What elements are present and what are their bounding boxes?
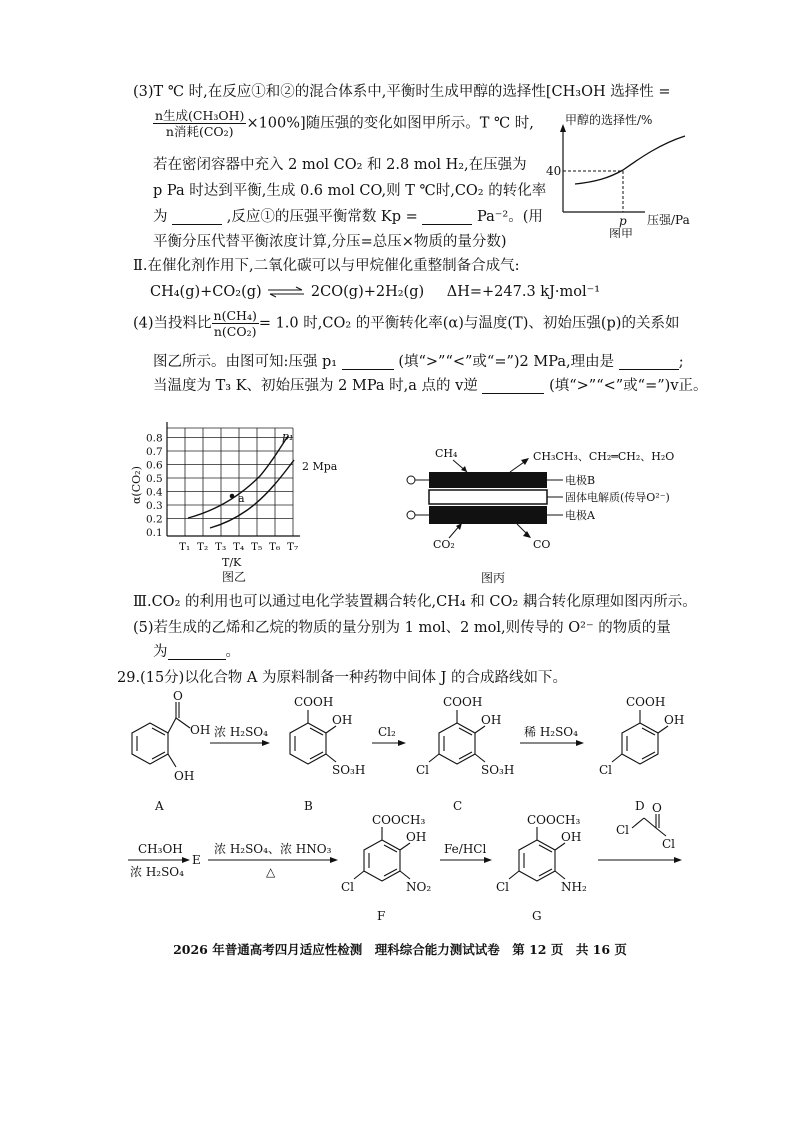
- compound-b-label: B: [304, 799, 313, 813]
- part2-heading: Ⅱ.在催化剂作用下,二氧化碳可以与甲烷催化重整制备合成气:: [133, 258, 520, 274]
- compound-a-label: A: [155, 799, 164, 813]
- arrow-1-head: [262, 740, 270, 746]
- q3-line5-c: Pa⁻²。(用: [477, 209, 543, 225]
- figure-bing: [405, 444, 690, 584]
- synthesis-scheme: [110, 688, 710, 923]
- equation-left: CH₄(g)+CO₂(g): [150, 284, 262, 300]
- q3-line3: 若在密闭容器中充入 2 mol CO₂ 和 2.8 mol H₂,在压强为: [153, 157, 527, 173]
- part2-equation: [150, 282, 600, 302]
- compound-b-cooh: COOH: [294, 695, 334, 709]
- fig-yi-x-tick-label: T₄: [233, 541, 245, 553]
- compound-d-structure: [612, 710, 668, 764]
- arrow-5-head: [330, 857, 338, 863]
- q4-line2-c: ;: [678, 354, 684, 370]
- fig-yi-y-tick-label: 0.4: [146, 486, 163, 499]
- fig-yi-y-tick-label: 0.6: [146, 459, 163, 472]
- compound-g-label: G: [532, 909, 542, 923]
- fig-bing-label-mid: 固体电解质(传导O²⁻): [565, 491, 670, 504]
- fig-yi-x-tick-label: T₆: [269, 541, 281, 553]
- fig-yi-point-a: [230, 494, 235, 499]
- fig-yi-x-tick-label: T₅: [251, 541, 263, 553]
- reagent-7-cl-2: Cl: [662, 837, 676, 851]
- compound-f-no2: NO₂: [406, 880, 432, 894]
- compound-d-label: D: [635, 799, 645, 813]
- reagent-5-bottom: △: [266, 865, 276, 879]
- fig-yi-y-tick-label: 0.3: [146, 500, 163, 512]
- arrow-7-head: [674, 857, 682, 863]
- fig-yi-y-tick-label: 0.8: [146, 432, 163, 445]
- fig-bing-top-left: CH₄: [435, 447, 458, 460]
- fig-yi-xlabel: T/K: [222, 556, 242, 569]
- fig-bing-caption: 图丙: [481, 571, 506, 584]
- fig-bing-label-a: 电极A: [565, 509, 595, 522]
- fig-yi-y-tick-label: 0.7: [146, 446, 163, 458]
- fig-yi-x-tick-labels: [179, 541, 298, 553]
- fraction-denominator: n消耗(CO₂): [165, 124, 234, 139]
- compound-d-oh: OH: [664, 713, 685, 727]
- fig-bing-label-b: 电极B: [565, 474, 596, 487]
- figure-jia: [545, 108, 705, 238]
- compound-b-structure: [290, 710, 336, 764]
- answer-blank[interactable]: [422, 210, 472, 225]
- q4-line3: [153, 376, 708, 396]
- fig-yi-series-2mpa-label: 2 Mpa: [302, 460, 338, 473]
- fraction-numerator: n生成(CH₃OH): [155, 108, 245, 123]
- compound-g-structure: [509, 827, 565, 881]
- compound-a-oh-1: OH: [190, 723, 211, 737]
- q3-line2-tail: ×100%]随压强的变化如图甲所示。T ℃ 时,: [246, 115, 534, 132]
- arrow-3-head: [576, 740, 584, 746]
- solid-electrolyte: [429, 490, 547, 504]
- reagent-6: Fe/HCl: [444, 842, 487, 856]
- fraction-numerator: n(CH₄): [213, 308, 257, 323]
- answer-blank[interactable]: [619, 355, 679, 370]
- compound-c-structure: [429, 710, 485, 764]
- fig-yi-x-tick-label: T₁: [179, 541, 191, 553]
- q3-line5: [153, 207, 543, 227]
- q3-line4: p Pa 时达到平衡,生成 0.6 mol CO,则 T ℃时,CO₂ 的转化率: [153, 183, 547, 199]
- compound-g-coocH3: COOCH₃: [527, 813, 581, 827]
- fig-yi-caption: 图乙: [222, 570, 247, 584]
- page-footer: 2026 年普通高考四月适应性检测 理科综合能力测试试卷 第 12 页 共 16 页: [173, 942, 627, 957]
- terminal-top-icon: [407, 476, 415, 484]
- fig-yi-y-tick-labels: [146, 433, 163, 540]
- compound-c-so3h: SO₃H: [481, 763, 515, 777]
- equation-right: 2CO(g)+2H₂(g): [310, 284, 425, 300]
- arrow-2-head: [398, 740, 406, 746]
- answer-blank[interactable]: [172, 210, 222, 225]
- equilibrium-arrow-icon: [266, 286, 306, 298]
- q3-line5-a: 为: [153, 209, 168, 225]
- reagent-7-cl-1: Cl: [616, 823, 630, 837]
- q3-line2: [153, 108, 534, 139]
- q4-line1-tail: = 1.0 时,CO₂ 的平衡转化率(α)与温度(T)、初始压强(p)的关系如: [258, 315, 680, 332]
- q4-line2-a: 图乙所示。由图可知:压强 p₁: [153, 354, 338, 370]
- arrow-4-head: [182, 857, 190, 863]
- compound-c-cooh: COOH: [443, 695, 483, 709]
- q5-line2: [153, 642, 240, 662]
- part3-text: Ⅲ.CO₂ 的利用也可以通过电化学装置耦合转化,CH₄ 和 CO₂ 耦合转化原理如图丙所示。: [133, 594, 697, 610]
- q3-line6: 平衡分压代替平衡浓度计算,分压=总压×物质的量分数): [153, 234, 507, 250]
- q4-line2-b: (填“>”“<”或“=”)2 MPa,理由是: [398, 354, 615, 370]
- q5-line1: (5)若生成的乙烯和乙烷的物质的量分别为 1 mol、2 mol,则传导的 O²⁻ 的物质的量: [133, 620, 671, 636]
- fig-bing-co-arrowhead: [523, 531, 531, 538]
- q3-line5-b: ,反应①的压强平衡常数 Kp =: [226, 209, 418, 225]
- compound-d-cooh: COOH: [626, 695, 666, 709]
- fig-yi-x-tick-label: T₃: [215, 541, 227, 553]
- fig-yi-y-tick-label: 0.5: [146, 473, 163, 485]
- q4-prefix: (4)当投料比: [133, 315, 212, 332]
- q5-line2-b: 。: [225, 644, 240, 660]
- electrode-a: [429, 506, 547, 524]
- fig-yi-y-tick-label: 0.2: [146, 513, 163, 526]
- fig-yi-point-a-label: a: [238, 492, 245, 505]
- compound-c-label: C: [453, 799, 463, 813]
- q4-line1: [133, 308, 679, 339]
- reagent-3: 稀 H₂SO₄: [524, 725, 578, 739]
- arrow-6-head: [484, 857, 492, 863]
- compound-g-nh2: NH₂: [561, 880, 587, 894]
- terminal-bottom-icon: [407, 511, 415, 519]
- fig-yi-series-2mpa-line: [210, 460, 294, 528]
- fraction-denominator: n(CO₂): [213, 324, 257, 339]
- compound-c-oh: OH: [481, 713, 502, 727]
- fig-bing-bottom-left: CO₂: [433, 538, 455, 551]
- figure-yi: [130, 418, 345, 586]
- compound-e-label: E: [192, 853, 201, 867]
- compound-b-so3h: SO₃H: [332, 763, 366, 777]
- reagent-2: Cl₂: [378, 725, 396, 739]
- q5-line2-a: 为: [153, 644, 168, 660]
- q4-line3-a: 当温度为 T₃ K、初始压强为 2 MPa 时,a 点的 v逆: [153, 378, 478, 394]
- q3-line1: (3)T ℃ 时,在反应①和②的混合体系中,平衡时生成甲醇的选择性[CH₃OH 选择性 =: [133, 84, 671, 100]
- fig-bing-inflow-arrowhead: [461, 466, 467, 472]
- compound-c-cl: Cl: [416, 763, 430, 777]
- compound-d-cl: Cl: [599, 763, 613, 777]
- fig-bing-bottom-right: CO: [533, 538, 551, 551]
- fig-jia-x-tick: p: [619, 214, 627, 228]
- compound-b-oh: OH: [332, 713, 353, 727]
- compound-f-oh: OH: [406, 830, 427, 844]
- compound-f-coocH3: COOCH₃: [372, 813, 426, 827]
- enthalpy: ΔH=+247.3 kJ·mol⁻¹: [446, 284, 601, 300]
- compound-a-oh-2: OH: [174, 769, 195, 783]
- reagent-5-top: 浓 H₂SO₄、浓 HNO₃: [214, 842, 332, 856]
- fig-yi-x-tick-label: T₇: [287, 541, 299, 553]
- q29-heading: 29.(15分)以化合物 A 为原料制备一种药物中间体 J 的合成路线如下。: [117, 670, 568, 686]
- fig-bing-top-right: CH₃CH₃、CH₂═CH₂、H₂O: [533, 450, 675, 463]
- fig-yi-ylabel: α(CO₂): [130, 466, 143, 504]
- compound-a-o: O: [173, 689, 183, 703]
- compound-f-structure: [354, 827, 410, 881]
- fig-yi-series-p1-label: p₁: [282, 430, 294, 443]
- fig-yi-y-tick-label: 0.1: [146, 527, 163, 539]
- reagent-7-o: O: [652, 801, 662, 815]
- fig-yi-x-tick-label: T₂: [197, 541, 209, 553]
- fig-jia-caption: 图甲: [609, 227, 634, 238]
- reagent-4-bottom: 浓 H₂SO₄: [130, 865, 184, 879]
- reagent-1: 浓 H₂SO₄: [214, 725, 268, 739]
- q4-line2: [153, 352, 684, 372]
- fig-jia-xlabel: 压强/Pa: [647, 213, 690, 227]
- q4-line3-b: (填“>”“<”或“=”)v正。: [549, 378, 708, 394]
- selectivity-fraction: [153, 108, 246, 139]
- compound-f-cl: Cl: [341, 880, 355, 894]
- compound-g-oh: OH: [561, 830, 582, 844]
- compound-a-structure: [132, 702, 190, 767]
- reagent-4-top: CH₃OH: [138, 842, 183, 856]
- reagent-7-structure: [632, 814, 666, 836]
- fig-jia-curve: [575, 136, 685, 184]
- fig-jia-y-tick: 40: [546, 164, 562, 178]
- answer-blank[interactable]: [168, 645, 226, 660]
- compound-f-label: F: [377, 909, 386, 923]
- electrode-b: [429, 472, 547, 488]
- compound-g-cl: Cl: [496, 880, 510, 894]
- ratio-fraction: [212, 308, 259, 339]
- answer-blank[interactable]: [482, 379, 544, 394]
- answer-blank[interactable]: [342, 355, 394, 370]
- fig-jia-ylabel: 甲醇的选择性/%: [565, 113, 653, 127]
